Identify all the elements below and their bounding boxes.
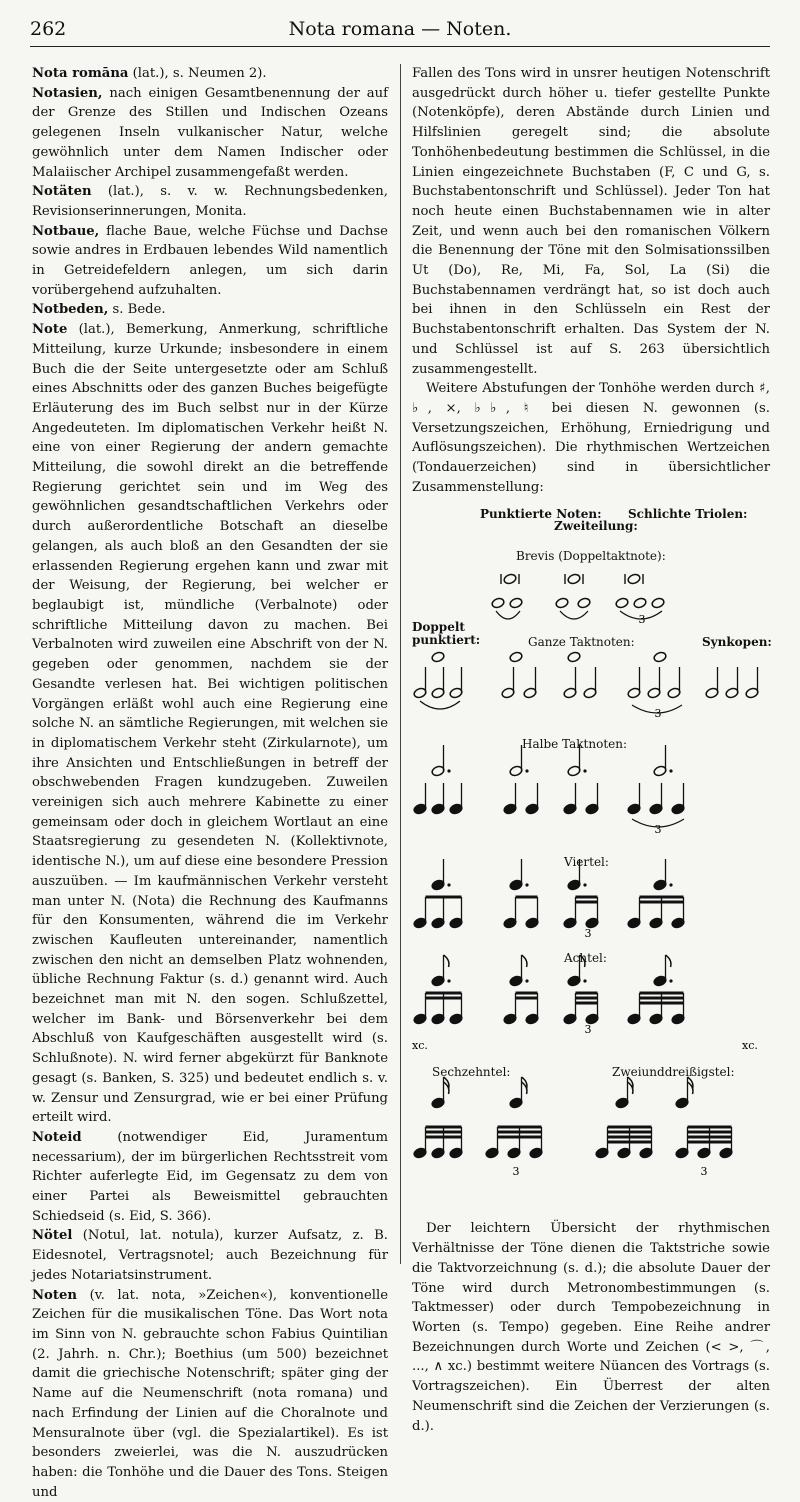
- note-head: [615, 597, 629, 609]
- triplet-number: 3: [654, 823, 662, 837]
- entry-lemma: Notasien,: [32, 85, 103, 101]
- header-zweiteilung: Zweiteilung:: [554, 519, 638, 534]
- entry-notbeden: [32, 300, 388, 320]
- entry-text: (lat.), s. Neumen 2).: [128, 66, 267, 81]
- entry-note: [32, 320, 388, 1128]
- section-synkopen: Synkopen:: [702, 635, 772, 650]
- note-head: [577, 597, 591, 609]
- augmentation-dot: [669, 884, 672, 887]
- header-triolen: Schlichte Triolen:: [628, 507, 748, 522]
- etc-mark: xc.: [412, 1039, 428, 1053]
- triplet-number: 3: [654, 707, 662, 721]
- entry-notaten: [32, 182, 388, 221]
- augmentation-dot: [447, 980, 450, 983]
- brevis-head: [567, 573, 581, 585]
- entry-lemma: Nota romāna: [32, 66, 129, 81]
- entry-lemma: Notäten: [32, 184, 92, 200]
- entry-text: (lat.), Bemerkung, Anmerkung, schriftliche Mitteilung, kurze Urkunde; insbesondere in einem Buch die der Seite untergesetzte oder am Schluß eines Abschnitts oder des ganzen Buches beigefügte Erläuterung des im Buch selbst nur in der Kürze Angedeuteten. Im diplomatischen Verkehr heißt N. eine von einer Regierung der andern gemachte Mitteilung, die sowohl direkt an die betreffende Regierung gerichtet sein und im Weg des gewöhnlichen gesandtschaftlichen Verkehrs oder durch außerordentliche Botschaft an dieselbe gelangen, als auch bloß an den Gesandten der sie erlassenden Regierung ergehen kann und zwar mit der Weisung, der Regierung, bei welcher er beglaubigt ist, mündliche (Verbalnote) oder schriftliche Mitteilung davon zu machen. Bei Verbalnoten wird zuweilen eine Abschrift von der N. gegeben oder genommen, nachdem sie der Gesandte verlesen hat. Bei wichtigen politischen Vorgängen erläßt wohl auch eine Regierung eine solche N. an sämtliche Regierungen, mit welchen sie in diplomatischem Verkehr steht (Zirkularnote), um ihre Ansichten und Entschließungen in betreff der obschwebenden Fragen kundzugeben. Zuweilen vereinigen sich auch mehrere Kabinette zu einer gemeinsam oder doch in gleichem Wortlaut an eine Staatsregierung zu gesendeten N. (Kollektivnote, identische N.), um auf diese eine besondere Pression auszuüben. — Im kaufmännischen Verkehr versteht man unter N. (Nota) die Rechnung des Kaufmanns für den Konsumenten, während die im Verkehr zwischen Kaufleuten untereinander, namentlich zwischen den nicht an demselben Platz wohnenden, übliche Rechnung Faktur (s. d.) genannt wird. Auch bezeichnet man mit N. den sogen. Schlußzettel, welcher im Bank- und Börsenverkehr bei dem Abschluß von Kaufgeschäften ausgestellt wird (s. Schlußnote). N. wird ferner abgekürzt für Banknote gesagt (s. Banken, S. 325) und bedeutet endlich s. v. w. Zensur und Zensurgrad, wie er bei einer Prüfung erteilt wird.: [32, 322, 388, 1126]
- entry-text: flache Baue, welche Füchse und Dachse sowie andres in Erdbauen lebendes Wild namentlich in Getreidefeldern anlegen, um sich darin vorübergehend aufzuhalten.: [32, 223, 388, 298]
- left-column: [32, 64, 388, 1502]
- entry-text: (notwendiger Eid, Juramentum necessarium), der im bürgerlichen Rechtsstreit vom Richter auferlegte Eid, im Gegensatz zu dem von einer Partei als Beweismittel gebrauchten Schiedseid (s. Eid, S. 366).: [32, 1129, 388, 1224]
- entry-noten: [32, 1286, 388, 1502]
- augmentation-dot: [447, 770, 450, 773]
- triplet-number: 3: [638, 613, 646, 627]
- augmentation-dot: [583, 770, 586, 773]
- section-brevis: Brevis (Doppeltaktnote):: [516, 549, 666, 564]
- note-head: [491, 597, 505, 609]
- note-flag: [522, 955, 527, 967]
- entry-text: (Notul, lat. notula), kurzer Aufsatz, z. B. Eidesnotel, Vertragsnotel; auch Bezeichnung für jedes Notariatsinstrument.: [32, 1228, 388, 1283]
- brevis-head: [627, 573, 641, 585]
- entry-notel: [32, 1226, 388, 1285]
- entry-notbaue: [32, 222, 388, 301]
- noten-paragraph-rhythm: Der leichtern Übersicht der rhythmischen Verhältnisse der Töne dienen die Taktstriche sowie die Taktvorzeichnung (s. d.); die absolute Dauer der Töne wird durch Metronombestimmungen (s. Taktmesser) oder durch Tempobezeichnung in Worten (s. Tempo) gegeben. Eine Reihe andrer Bezeichnungen durch Worte und Zeichen (< >, ⌒, ..., ∧ xc.) bestimmt weitere Nüancen des Vortrags (s. Vortragszeichen). Ein Überrest der alten Neumenschrift sind die Zeichen der Verzierungen (s. d.).: [412, 1221, 770, 1434]
- section-doppelt-punktiert: Doppelt punktiert:: [412, 620, 481, 648]
- entry-lemma: Noteid: [32, 1129, 82, 1145]
- column-divider: [400, 64, 401, 1264]
- entry-text: (lat.), s. v. w. Rechnungsbedenken, Revisionserinnerungen, Monita.: [32, 184, 388, 219]
- note-head: [653, 651, 667, 663]
- section-ganze: Ganze Taktnoten:: [528, 635, 635, 650]
- page-number: 262: [30, 18, 67, 40]
- note-head: [633, 597, 647, 609]
- augmentation-dot: [525, 980, 528, 983]
- note-head: [651, 597, 665, 609]
- note-head: [509, 651, 523, 663]
- entry-lemma: Noten: [32, 1287, 77, 1303]
- section-achtel: Achtel:: [564, 951, 607, 966]
- tie-arc: [496, 611, 520, 619]
- brevis-head: [503, 573, 517, 585]
- noten-continuation: Fallen des Tons wird in unsrer heutigen Notenschrift ausgedrückt durch höher u. tiefer gestellte Punkte (Notenköpfe), deren Abstände durch Linien und Hilfslinien geregelt sind; die absolute Tonhöhenbedeutung bestimmen die Schlüssel, in die Linien eingezeichnete Buchstaben (F, C und G, s. Buchstabentonschrift und Schlüssel). Jeder Ton hat noch heute einen Buchstabennamen wie in alter Zeit, und wenn auch bei den romanischen Völkern die Benennung der Töne mit den Solmisationssilben Ut (Do), Re, Mi, Fa, Sol, La (Si) die Buchstabennamen verdrängt hat, so ist doch auch bei ihnen in den Schlüsseln ein Rest der Buchstabentonschrift erhalten. Das System der N. und Schlüssel ist auf S. 263 übersichtlich zusammengestellt.: [412, 66, 770, 377]
- note-head: [509, 597, 523, 609]
- triplet-number: 3: [584, 1023, 592, 1037]
- section-zweiunddreissigstel: Zweiunddreißigstel:: [612, 1065, 735, 1080]
- augmentation-dot: [669, 770, 672, 773]
- entry-text: (v. lat. nota, »Zeichen«), konventionelle Zeichen für die musikalischen Töne. Das Wort nota im Sinn von N. gebrauchte schon Fabius Quintilian (2. Jahrh. n. Chr.); Boethius (um 500) bezeichnet damit die griechische Notenschrift; später ging der Name auf die Neumenschrift (nota romana) und nach Erfindung der Linien auf die Choralnote und Mensuralnote über (vgl. die Spezialartikel). Es ist besonders zweierlei, was die N. auszudrücken haben: die Tonhöhe und die Dauer des Tons. Steigen und: [32, 1287, 388, 1500]
- entry-text: s. Bede.: [108, 302, 166, 318]
- entry-lemma: Notbaue,: [32, 223, 100, 239]
- section-halbe: Halbe Taktnoten:: [522, 737, 628, 752]
- noten-paragraph-accidentals: Weitere Abstufungen der Tonhöhe werden durch ♯, ♭, ×, ♭♭, ♮ bei diesen N. gewonnen (s. Versetzungszeichen, Erhöhung, Erniedrigung und Auflösungszeichen). Die rhythmischen Wertzeichen (Tondauerzeichen) sind in übersichtlicher Zusammenstellung:: [412, 381, 770, 495]
- rhythm-values-figure: [412, 503, 770, 1213]
- augmentation-dot: [447, 884, 450, 887]
- augmentation-dot: [525, 884, 528, 887]
- entry-lemma: Nötel: [32, 1228, 73, 1244]
- page-header: [30, 10, 770, 50]
- entry-text: nach einigen Gesamtbenennung der auf der Grenze des Stillen und Indischen Ozeans gelegenen Inseln vulkanischer Natur, welche gewöhnlich unter dem Namen Indischer oder Malaiischer Archipel zusammengefaßt werden.: [32, 85, 388, 180]
- triplet-number: 3: [584, 927, 592, 941]
- augmentation-dot: [525, 770, 528, 773]
- entry-lemma: Note: [32, 322, 68, 338]
- tie-arc: [560, 611, 588, 619]
- right-column: [412, 64, 770, 1436]
- augmentation-dot: [583, 884, 586, 887]
- etc-mark: xc.: [742, 1039, 758, 1053]
- entry-notasien: [32, 84, 388, 183]
- entry-noteid: [32, 1128, 388, 1227]
- header-rule: [30, 46, 770, 47]
- note-flag: [444, 955, 449, 967]
- augmentation-dot: [669, 980, 672, 983]
- augmentation-dot: [583, 980, 586, 983]
- note-head: [431, 651, 445, 663]
- header-punktierte: Punktierte Noten:: [480, 507, 602, 522]
- tie-arc: [420, 701, 460, 709]
- page-title: Nota romana — Noten.: [288, 18, 512, 40]
- note-head: [567, 651, 581, 663]
- section-sechzehntel: Sechzehntel:: [432, 1065, 511, 1080]
- triplet-number: 3: [700, 1165, 708, 1179]
- note-flag: [666, 955, 671, 967]
- section-viertel: Viertel:: [564, 855, 609, 870]
- entry-lemma: Notbeden,: [32, 302, 109, 318]
- triplet-number: 3: [512, 1165, 520, 1179]
- note-head: [555, 597, 569, 609]
- entry-nota-romana: [32, 64, 388, 84]
